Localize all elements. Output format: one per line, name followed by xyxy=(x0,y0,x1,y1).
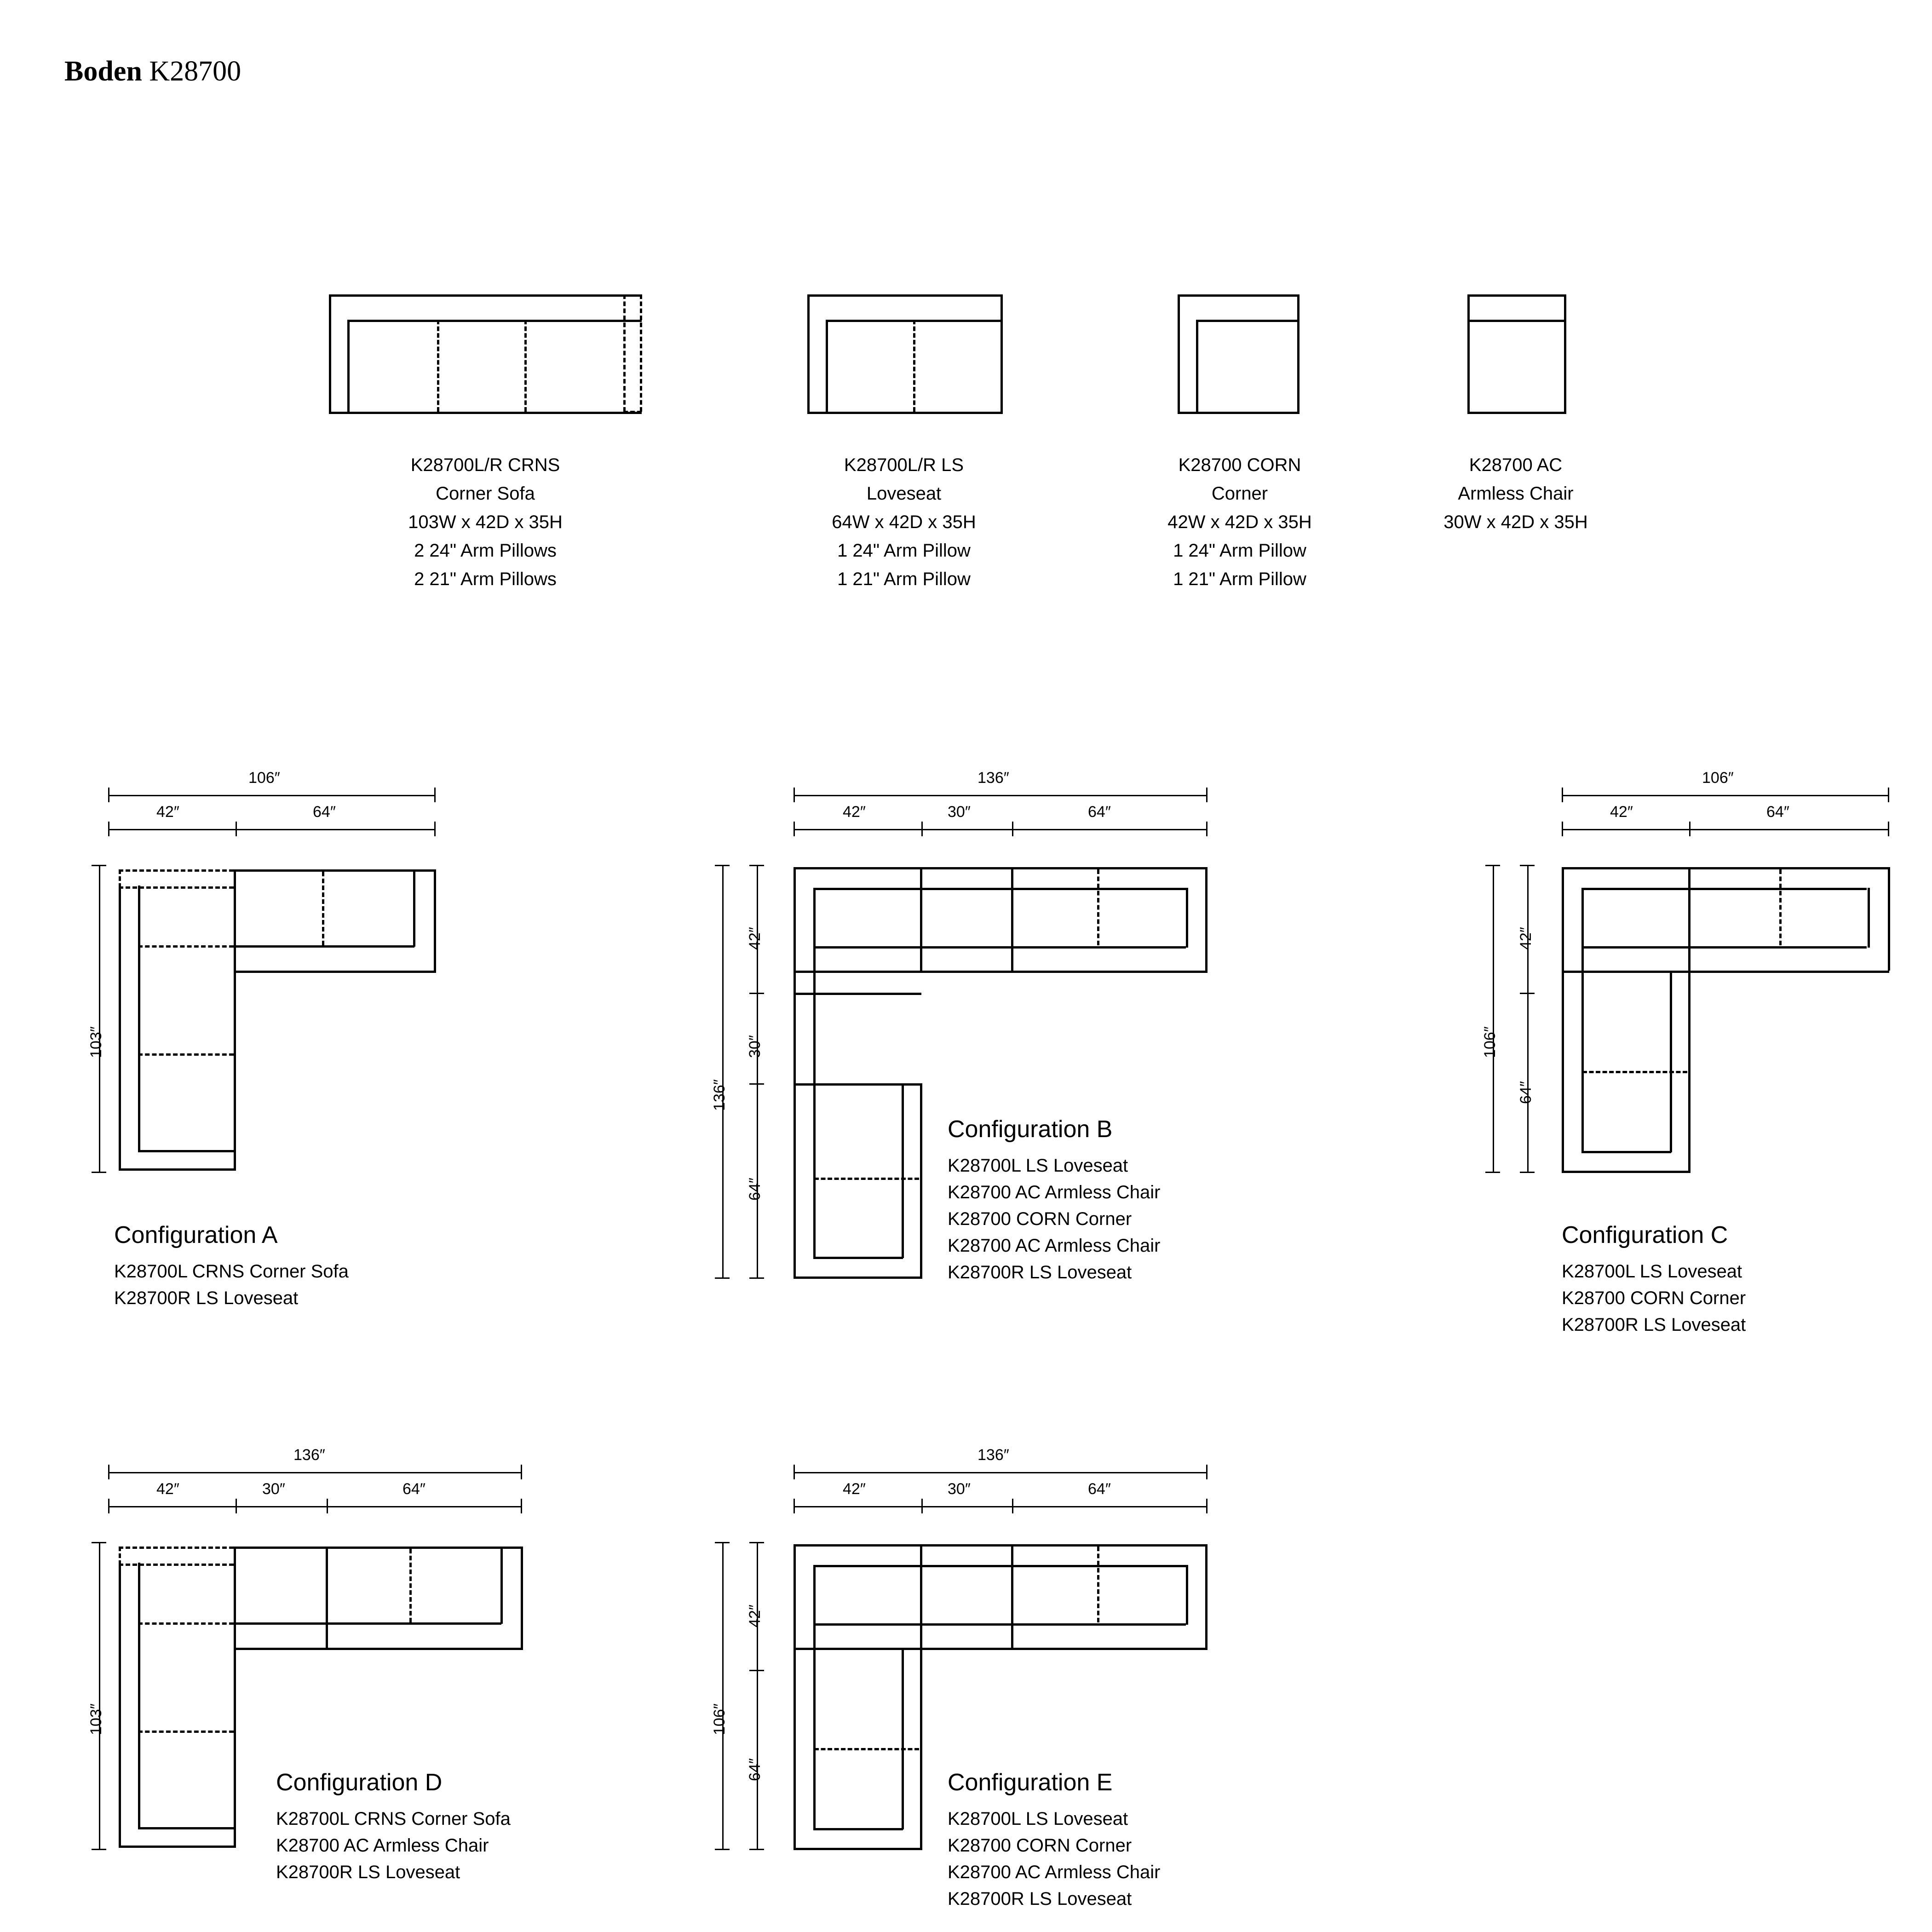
dim-seg-64: 64″ xyxy=(402,1480,426,1498)
piece-dims: 30W x 42D x 35H xyxy=(1443,512,1588,532)
config-items-b xyxy=(948,1152,1160,1286)
dim-overall-height: 103″ xyxy=(87,1703,105,1735)
config-item: K28700 AC Armless Chair xyxy=(948,1182,1161,1202)
piece-caption-corner-sofa xyxy=(285,451,685,593)
config-item: K28700L LS Loveseat xyxy=(1562,1261,1742,1282)
dim-seg-30: 30″ xyxy=(948,1480,971,1498)
config-item: K28700 CORN Corner xyxy=(948,1209,1132,1229)
config-items-a xyxy=(114,1258,349,1311)
brand-name: Boden xyxy=(64,56,142,87)
dim-seg-42: 42″ xyxy=(1610,803,1633,821)
piece-drawing-corner-sofa xyxy=(329,294,642,414)
piece-pillows-1: 1 24" Arm Pillow xyxy=(1173,540,1306,561)
piece-dims: 64W x 42D x 35H xyxy=(832,512,976,532)
piece-sku: K28700 CORN xyxy=(1178,455,1301,475)
config-title-c: Configuration C xyxy=(1562,1222,1728,1248)
config-item: K28700R LS Loveseat xyxy=(114,1288,299,1308)
piece-drawing-armless-chair xyxy=(1467,294,1566,414)
piece-pillows-2: 1 21" Arm Pillow xyxy=(837,569,971,589)
config-item: K28700L LS Loveseat xyxy=(948,1809,1128,1829)
product-code: K28700 xyxy=(149,56,242,87)
dim-overall-height: 106″ xyxy=(711,1703,728,1735)
dim-overall-width: 106″ xyxy=(248,769,280,787)
piece-name: Corner Sofa xyxy=(436,483,535,504)
piece-caption-loveseat xyxy=(704,451,1104,593)
piece-pillows-1: 1 24" Arm Pillow xyxy=(837,540,971,561)
dim-seg-64: 64″ xyxy=(1766,803,1789,821)
config-item: K28700R LS Loveseat xyxy=(276,1862,460,1882)
dim-seg-30: 30″ xyxy=(948,803,971,821)
dim-seg-64: 64″ xyxy=(1517,1081,1535,1104)
dim-seg-30: 30″ xyxy=(746,1035,764,1058)
config-item: K28700 AC Armless Chair xyxy=(948,1236,1161,1256)
piece-caption-armless-chair xyxy=(1385,451,1647,536)
config-items-e xyxy=(948,1806,1160,1912)
dim-seg-42: 42″ xyxy=(156,1480,179,1498)
dim-overall-width: 136″ xyxy=(293,1446,325,1464)
config-item: K28700R LS Loveseat xyxy=(948,1262,1132,1282)
page-title xyxy=(64,55,241,88)
dim-seg-42: 42″ xyxy=(746,1604,764,1627)
piece-sku: K28700L/R CRNS xyxy=(410,455,560,475)
config-item: K28700L LS Loveseat xyxy=(948,1156,1128,1176)
config-item: K28700 AC Armless Chair xyxy=(276,1835,489,1856)
piece-dims: 42W x 42D x 35H xyxy=(1167,512,1312,532)
dim-overall-width: 136″ xyxy=(978,1446,1009,1464)
piece-sku: K28700 AC xyxy=(1469,455,1563,475)
dim-seg-42: 42″ xyxy=(843,803,866,821)
piece-dims: 103W x 42D x 35H xyxy=(408,512,563,532)
config-title-d: Configuration D xyxy=(276,1769,443,1796)
piece-name: Loveseat xyxy=(866,483,942,504)
dim-overall-width: 106″ xyxy=(1702,769,1734,787)
piece-pillows-2: 1 21" Arm Pillow xyxy=(1173,569,1306,589)
dim-overall-width: 136″ xyxy=(978,769,1009,787)
piece-drawing-corner xyxy=(1178,294,1300,414)
dim-overall-height: 136″ xyxy=(711,1079,728,1111)
piece-drawing-loveseat xyxy=(807,294,1003,414)
dim-seg-30: 30″ xyxy=(262,1480,285,1498)
dim-seg-64: 64″ xyxy=(1088,1480,1111,1498)
dim-overall-height: 106″ xyxy=(1481,1026,1499,1058)
config-title-b: Configuration B xyxy=(948,1116,1113,1143)
config-title-a: Configuration A xyxy=(114,1222,278,1248)
dim-seg-42: 42″ xyxy=(843,1480,866,1498)
config-item: K28700 AC Armless Chair xyxy=(948,1862,1161,1882)
config-item: K28700L CRNS Corner Sofa xyxy=(276,1809,511,1829)
config-item: K28700 CORN Corner xyxy=(1562,1288,1746,1308)
dim-seg-42: 42″ xyxy=(746,927,764,950)
config-items-c xyxy=(1562,1258,1746,1338)
dim-seg-64: 64″ xyxy=(313,803,336,821)
piece-sku: K28700L/R LS xyxy=(844,455,964,475)
piece-name: Armless Chair xyxy=(1458,483,1574,504)
piece-pillows-2: 2 21" Arm Pillows xyxy=(414,569,557,589)
piece-pillows-1: 2 24" Arm Pillows xyxy=(414,540,557,561)
dim-overall-height: 103″ xyxy=(87,1026,105,1058)
dim-seg-42: 42″ xyxy=(1517,927,1535,950)
config-items-d xyxy=(276,1806,511,1886)
dim-seg-64: 64″ xyxy=(1088,803,1111,821)
config-item: K28700R LS Loveseat xyxy=(948,1889,1132,1909)
config-title-e: Configuration E xyxy=(948,1769,1113,1796)
piece-caption-corner xyxy=(1109,451,1371,593)
dim-seg-64: 64″ xyxy=(746,1178,764,1201)
config-item: K28700L CRNS Corner Sofa xyxy=(114,1261,349,1282)
config-item: K28700 CORN Corner xyxy=(948,1835,1132,1856)
dim-seg-64: 64″ xyxy=(746,1758,764,1781)
piece-name: Corner xyxy=(1211,483,1268,504)
config-item: K28700R LS Loveseat xyxy=(1562,1315,1746,1335)
dim-seg-42: 42″ xyxy=(156,803,179,821)
